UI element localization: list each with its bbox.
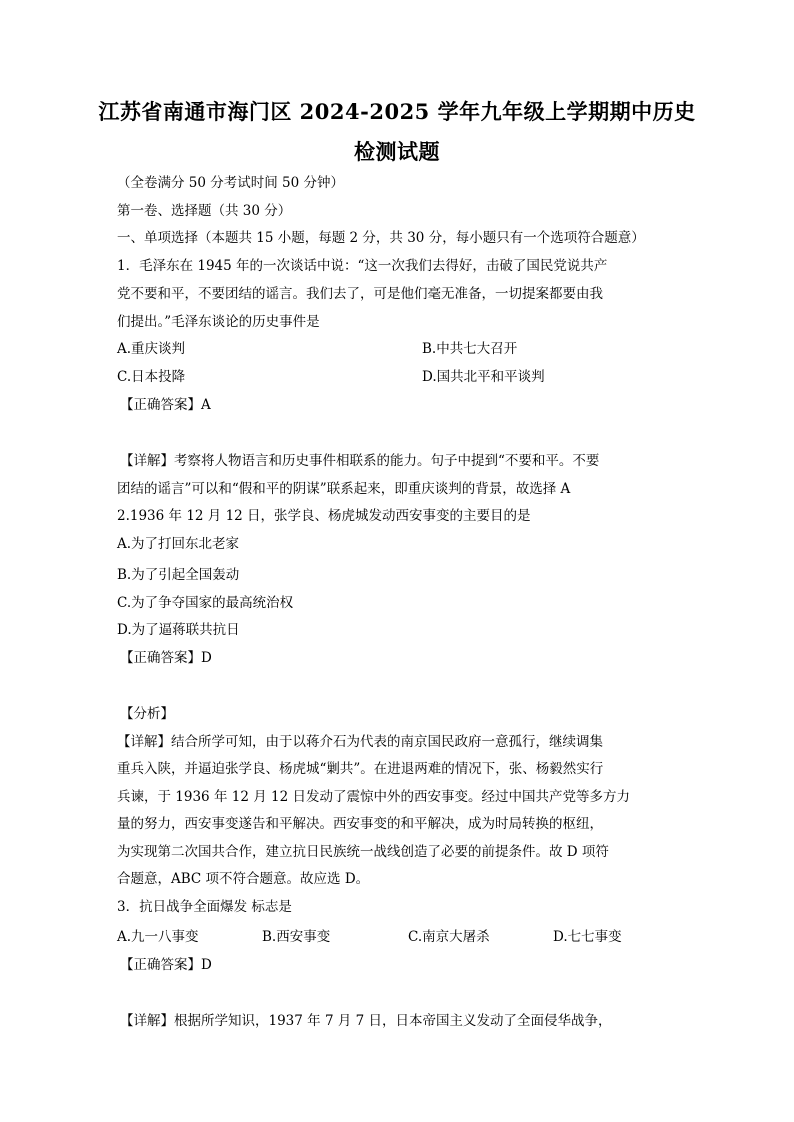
part-heading: 一、单项选择（本题共 15 小题，每题 2 分，共 30 分，每小题只有一个选项符合题意） xyxy=(117,230,645,246)
question-2-option-d: D.为了逼蒋联共抗日 xyxy=(117,622,240,638)
question-3-option-d: D.七七事变 xyxy=(553,929,622,945)
question-2-detail-line: 【详解】结合所学可知，由于以蒋介石为代表的南京国民政府一意孤行，继续调集 xyxy=(117,734,603,750)
exam-info: （全卷满分 50 分考试时间 50 分钟） xyxy=(117,175,345,191)
question-1-detail-line: 团结的谣言”可以和“假和平的阴谋”联系起来，即重庆谈判的背景，故选择 A xyxy=(117,481,571,497)
document-title-line-2: 检测试题 xyxy=(354,139,440,164)
question-1-answer: 【正确答案】A xyxy=(120,397,211,413)
document-title-line-1: 江苏省南通市海门区 2024-2025 学年九年级上学期期中历史 xyxy=(98,99,696,124)
question-2-answer: 【正确答案】D xyxy=(120,650,212,666)
question-3-option-a: A.九一八事变 xyxy=(117,929,199,945)
question-1-stem-line: 们提出。”毛泽东谈论的历史事件是 xyxy=(117,314,320,330)
question-2-analysis-label: 【分析】 xyxy=(120,706,174,722)
question-1-option-a: A.重庆谈判 xyxy=(117,341,186,357)
question-2-option-a: A.为了打回东北老家 xyxy=(117,536,240,552)
question-1-detail-line: 【详解】考察将人物语言和历史事件相联系的能力。句子中提到“不要和平。不要 xyxy=(120,453,600,469)
question-3-option-b: B.西安事变 xyxy=(262,929,331,945)
question-1-stem-line: 党不要和平，不要团结的谣言。我们去了，可是他们毫无准备，一切提案都要由我 xyxy=(117,286,603,302)
question-2-option-c: C.为了争夺国家的最高统治权 xyxy=(117,595,294,611)
section-heading: 第一卷、选择题（共 30 分） xyxy=(117,203,292,219)
question-1-stem-line: 1．毛泽东在 1945 年的一次谈话中说：“这一次我们去得好，击破了国民党说共产 xyxy=(117,258,608,274)
question-2-detail-line: 兵谏，于 1936 年 12 月 12 日发动了震惊中外的西安事变。经过中国共产党等多方力 xyxy=(117,789,630,805)
question-1-option-c: C.日本投降 xyxy=(117,369,186,385)
question-3-answer: 【正确答案】D xyxy=(120,957,212,973)
question-2-stem: 2.1936 年 12 月 12 日，张学良、杨虎城发动西安事变的主要目的是 xyxy=(117,508,531,524)
question-2-detail-line: 量的努力，西安事变遂告和平解决。西安事变的和平解决，成为时局转换的枢纽， xyxy=(117,816,603,832)
question-2-detail-line: 为实现第二次国共合作，建立抗日民族统一战线创造了必要的前提条件。故 D 项符 xyxy=(117,844,609,860)
question-1-option-d: D.国共北平和平谈判 xyxy=(422,369,545,385)
question-3-option-c: C.南京大屠杀 xyxy=(408,929,490,945)
question-3-stem: 3．抗日战争全面爆发 标志是 xyxy=(117,899,292,915)
question-2-option-b: B.为了引起全国轰动 xyxy=(117,567,240,583)
question-2-detail-line: 重兵入陕，并逼迫张学良、杨虎城“剿共”。在进退两难的情况下，张、杨毅然实行 xyxy=(117,761,604,777)
question-2-detail-line: 合题意，ABC 项不符合题意。故应选 D。 xyxy=(117,871,370,887)
question-1-option-b: B.中共七大召开 xyxy=(422,341,518,357)
question-3-detail-line: 【详解】根据所学知识，1937 年 7 月 7 日，日本帝国主义发动了全面侵华战争， xyxy=(120,1013,612,1029)
